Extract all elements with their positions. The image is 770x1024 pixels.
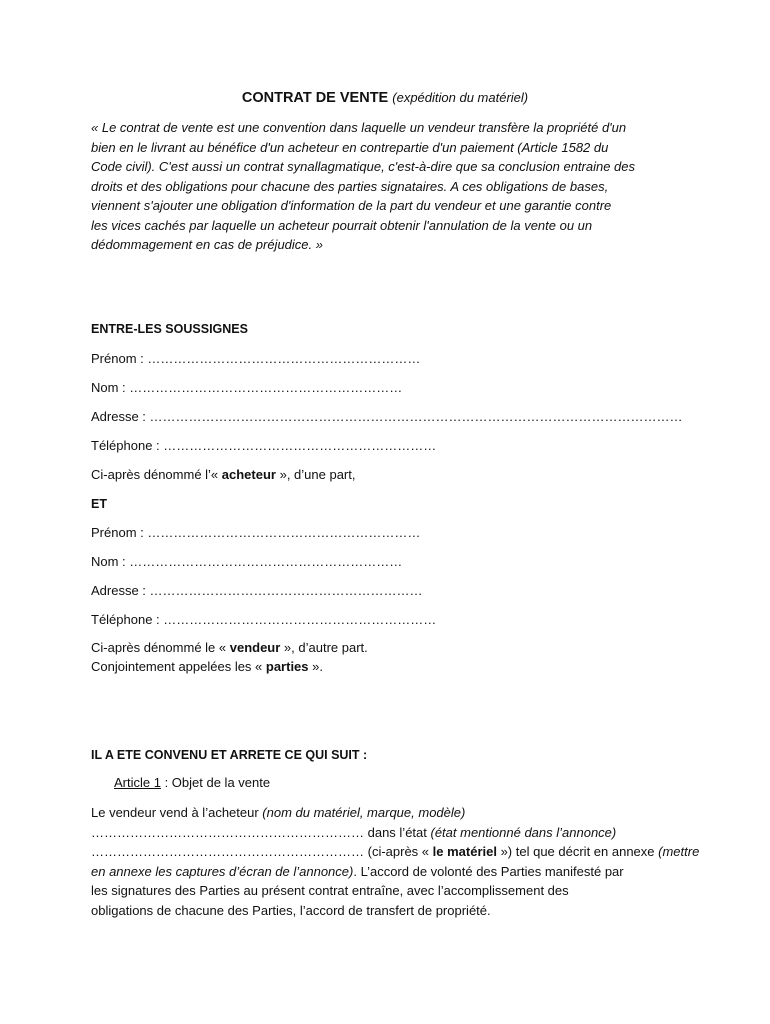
seller-designation-pre: Ci-après dénommé le « <box>91 640 230 655</box>
parties-heading: ENTRE-LES SOUSSIGNES <box>91 322 248 336</box>
agreed-heading: IL A ETE CONVENU ET ARRETE CE QUI SUIT : <box>91 748 368 762</box>
buyer-lastname-field: Nom : ……………………………………………………… <box>91 380 403 395</box>
article-1-text: ») tel que décrit en annexe <box>496 844 659 859</box>
article-1-placeholder: (nom du matériel, marque, modèle) <box>262 805 466 820</box>
seller-address-field: Adresse : ……………………………………………………… <box>91 583 423 598</box>
title-main: CONTRAT DE VENTE <box>241 90 389 106</box>
buyer-designation-pre: Ci-après dénommé l’« <box>91 467 222 482</box>
definition-quote <box>91 118 691 255</box>
article-1-text: Le vendeur vend à l’acheteur <box>91 805 263 820</box>
jointly-post: ». <box>308 659 323 674</box>
quote-line: bien en le livrant au bénéfice d'un acheteur en contrepartie d'un paiement (Article 1582 du <box>91 139 609 155</box>
article-1-body <box>91 803 700 920</box>
article-1-text: ……………………………………………………… (ci-après « <box>91 844 433 859</box>
article-1-line <box>91 803 691 823</box>
document-title <box>0 89 770 107</box>
and-label: ET <box>91 497 107 511</box>
article-1-placeholder: en annexe les captures d’écran de l’annonce) <box>91 863 354 879</box>
quote-line: dédommagement en cas de préjudice. » <box>91 237 323 252</box>
article-1-line <box>91 862 691 882</box>
article-1-title <box>114 774 270 792</box>
article-1-subject: : Objet de la vente <box>160 775 271 790</box>
article-1-line: les signatures des Parties au présent contrat entraîne, avec l’accomplissement des <box>91 883 569 898</box>
quote-line: Code civil). C'est aussi un contrat synallagmatique, c'est-à-dire que sa conclusion entraine des <box>91 159 636 174</box>
quote-line: viennent s'ajouter une obligation d'information de la part du vendeur et une garantie contre <box>91 198 612 213</box>
article-1-label: Article 1 <box>114 775 161 790</box>
buyer-firstname-field: Prénom : ……………………………………………………… <box>91 351 421 366</box>
buyer-designation <box>91 466 355 484</box>
article-1-text: . L’accord de volonté des Parties manifesté par <box>353 863 624 879</box>
buyer-phone-field: Téléphone : ……………………………………………………… <box>91 438 437 453</box>
jointly-named <box>91 658 323 676</box>
seller-phone-field: Téléphone : ……………………………………………………… <box>91 612 437 627</box>
quote-line: droits et des obligations pour chacune des parties signataires. A ces obligations de bases, <box>91 178 609 194</box>
article-1-line <box>91 842 700 862</box>
title-subtitle: (expédition du matériel) <box>392 90 529 105</box>
buyer-address-field: Adresse : …………………………………………………………………………………………………………… <box>91 409 683 424</box>
article-1-line <box>91 823 691 843</box>
seller-designation <box>91 639 368 657</box>
buyer-designation-term: acheteur <box>221 467 276 482</box>
article-1-term: le matériel <box>432 844 497 859</box>
seller-lastname-field: Nom : ……………………………………………………… <box>91 554 403 569</box>
article-1-placeholder: (mettre <box>658 844 700 859</box>
buyer-designation-post: », d’une part, <box>275 467 356 482</box>
seller-firstname-field: Prénom : ……………………………………………………… <box>91 525 421 540</box>
seller-designation-post: », d’autre part. <box>280 640 368 655</box>
article-1-text: ……………………………………………………… dans l’état <box>91 824 431 840</box>
jointly-term: parties <box>265 659 309 674</box>
jointly-pre: Conjointement appelées les « <box>91 659 266 674</box>
quote-line: « Le contrat de vente est une convention dans laquelle un vendeur transfère la propriété d'un <box>91 120 627 135</box>
article-1-line: obligations de chacune des Parties, l’accord de transfert de propriété. <box>91 902 491 918</box>
quote-line: les vices cachés par laquelle un acheteur pourrait obtenir l'annulation de la vente ou un <box>91 217 593 233</box>
article-1-placeholder: (état mentionné dans l’annonce) <box>430 824 617 840</box>
seller-designation-term: vendeur <box>229 640 281 655</box>
